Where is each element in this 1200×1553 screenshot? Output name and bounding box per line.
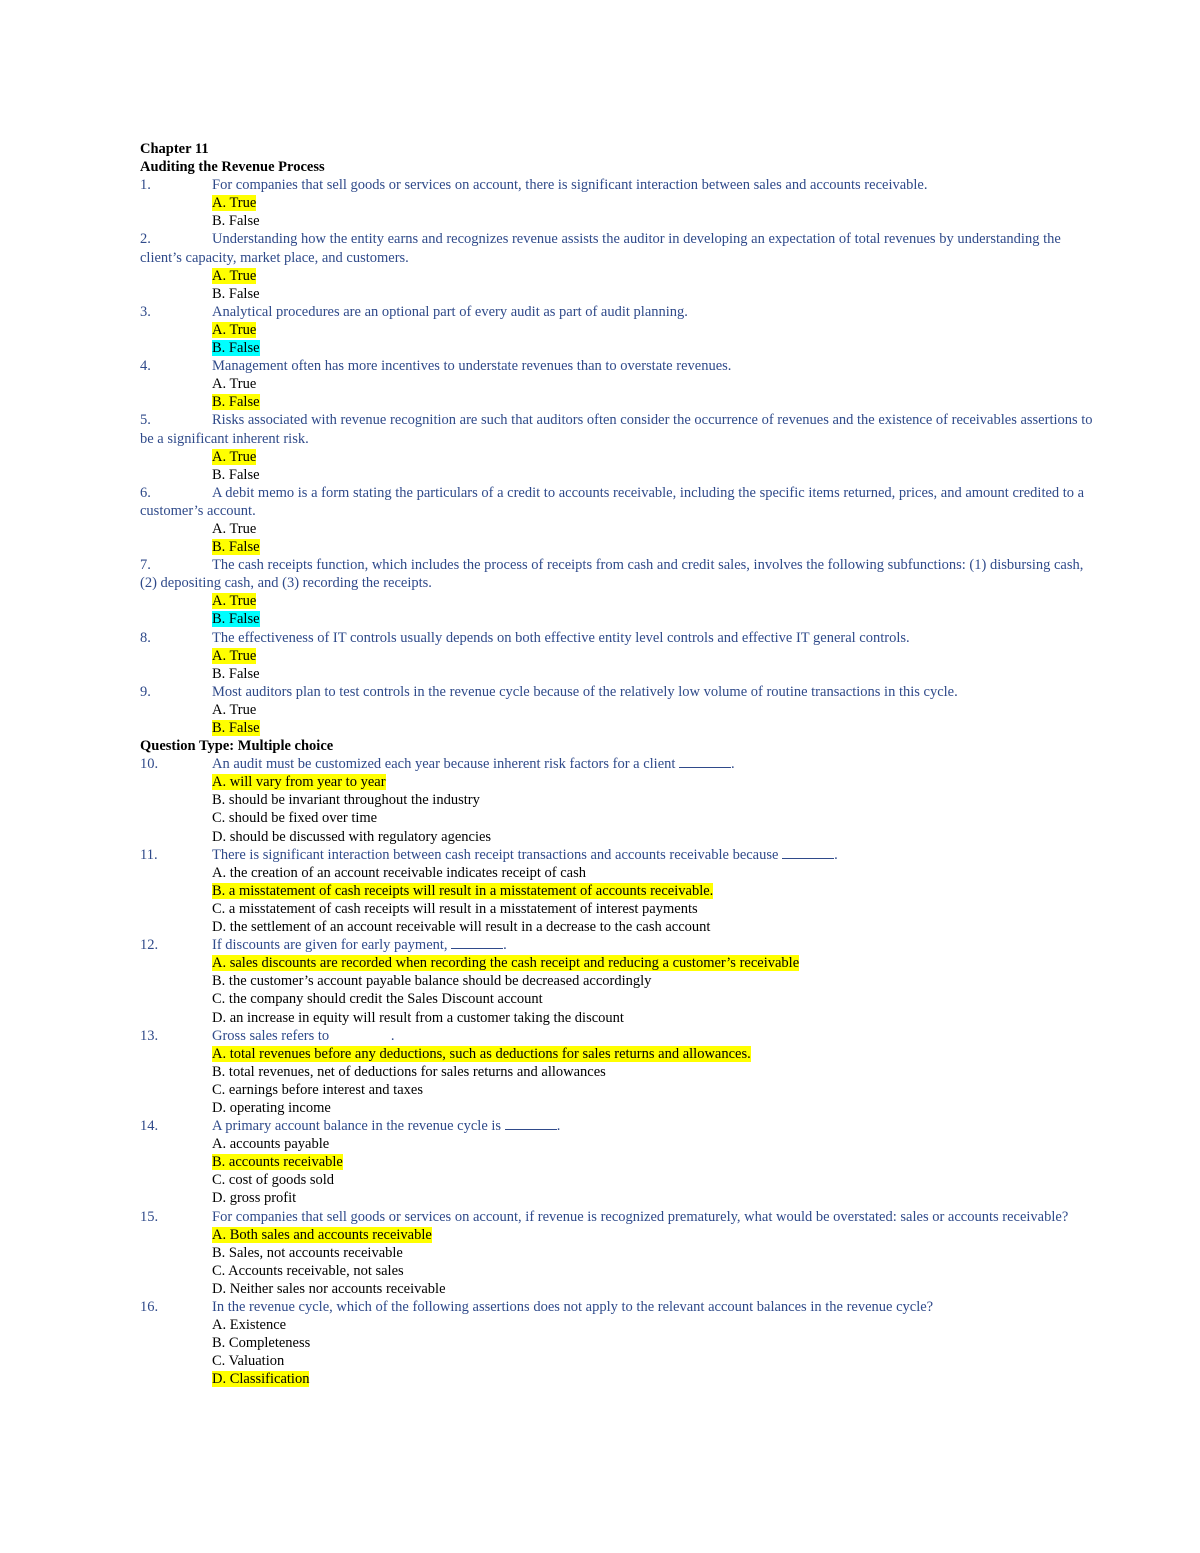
- question-number: 12.: [140, 937, 159, 954]
- question: [140, 176, 1100, 194]
- answer-option: [140, 1063, 1100, 1081]
- option-text: C. cost of goods sold: [212, 1172, 335, 1189]
- question-suffix: .: [731, 756, 735, 773]
- highlighted-option-text: B. a misstatement of cash receipts will result in a misstatement of accounts receivable.: [212, 882, 714, 899]
- answer-option: [140, 1009, 1100, 1027]
- question-text: For companies that sell goods or services on account, there is significant interaction between sales and accounts receivable.: [212, 177, 928, 194]
- answer-option: [140, 665, 1100, 683]
- highlighted-option-text: B. accounts receivable: [212, 1154, 343, 1171]
- answer-option: [140, 1280, 1100, 1298]
- answer-option: [140, 1099, 1100, 1117]
- question-text: If discounts are given for early payment,: [212, 937, 448, 954]
- answer-option: [140, 267, 1100, 285]
- answer-option: [140, 448, 1100, 466]
- highlighted-option-text: A. will vary from year to year: [212, 774, 386, 791]
- answer-option: [140, 900, 1100, 918]
- question-text: Most auditors plan to test controls in the revenue cycle because of the relatively low volume of routine transactions in this cycle.: [212, 683, 958, 700]
- question-text: Risks associated with revenue recognition are such that auditors often consider the occurrence of revenues and the existence of receivables assertions to be a significant inherent risk.: [140, 412, 1093, 447]
- option-text: B. total revenues, net of deductions for sales returns and allowances: [212, 1063, 606, 1080]
- question-number: 4.: [140, 358, 151, 375]
- question: [140, 230, 1100, 266]
- answer-option: [140, 647, 1100, 665]
- option-text: A. Existence: [212, 1317, 287, 1334]
- chapter-heading: Chapter 11: [140, 141, 209, 157]
- option-text: B. False: [212, 285, 260, 302]
- answer-blank: [782, 846, 834, 859]
- option-text: B. False: [212, 665, 260, 682]
- answer-option: [140, 864, 1100, 882]
- answer-option: [140, 791, 1100, 809]
- option-text: D. an increase in equity will result from a customer taking the discount: [212, 1009, 624, 1026]
- option-text: A. True: [212, 701, 257, 718]
- chapter-title: Auditing the Revenue Process: [140, 159, 325, 176]
- multiple-choice-questions: [140, 755, 1100, 1388]
- option-text: D. gross profit: [212, 1190, 297, 1207]
- question: [140, 1117, 1100, 1135]
- option-text: D. operating income: [212, 1099, 331, 1116]
- highlighted-option-text: A. total revenues before any deductions, such as deductions for sales returns and allowances.: [212, 1045, 751, 1062]
- document-content: [140, 140, 1100, 1388]
- option-text: B. the customer’s account payable balance should be decreased accordingly: [212, 973, 652, 990]
- option-text: C. the company should credit the Sales Discount account: [212, 991, 543, 1008]
- highlighted-option-text: A. True: [212, 448, 257, 465]
- question-number: 13.: [140, 1027, 159, 1044]
- option-text: B. False: [212, 466, 260, 483]
- question-suffix: .: [556, 1118, 561, 1135]
- answer-option: [140, 1171, 1100, 1189]
- highlighted-option-text: A. True: [212, 647, 257, 664]
- answer-option: [140, 610, 1100, 628]
- question-text: In the revenue cycle, which of the following assertions does not apply to the relevant account balances in the revenue cycle?: [212, 1299, 934, 1315]
- answer-option: [140, 809, 1100, 827]
- question: [140, 629, 1100, 647]
- highlighted-option-text: B. False: [212, 720, 260, 736]
- question-number: 10.: [140, 756, 159, 773]
- answer-option: [140, 1262, 1100, 1280]
- answer-option: [140, 321, 1100, 339]
- answer-option: [140, 592, 1100, 610]
- answer-option: [140, 520, 1100, 538]
- question-text: Management often has more incentives to understate revenues than to overstate revenues.: [212, 358, 732, 375]
- question: [140, 1208, 1100, 1226]
- option-text: D. the settlement of an account receivable will result in a decrease to the cash account: [212, 919, 711, 936]
- question: [140, 936, 1100, 954]
- option-text: C. Accounts receivable, not sales: [212, 1262, 404, 1279]
- answer-option: [140, 954, 1100, 972]
- question-suffix: .: [503, 937, 507, 954]
- question-text: An audit must be customized each year because inherent risk factors for a client: [212, 756, 676, 773]
- question-text: For companies that sell goods or services on account, if revenue is recognized prematurely, what would be overstated: sales or accounts receivable?: [212, 1208, 1069, 1225]
- answer-option: [140, 212, 1100, 230]
- option-text: B. Sales, not accounts receivable: [212, 1244, 403, 1261]
- question-text: Understanding how the entity earns and recognizes revenue assists the auditor in developing an expectation of total revenues by understanding the client’s capacity, market place, and customers.: [140, 231, 1061, 266]
- answer-option: [140, 701, 1100, 719]
- question-number: 5.: [140, 412, 151, 429]
- question-number: 9.: [140, 683, 151, 700]
- answer-option: [140, 1045, 1100, 1063]
- option-text: A. the creation of an account receivable indicates receipt of cash: [212, 864, 586, 881]
- question: [140, 755, 1100, 773]
- answer-option: [140, 773, 1100, 791]
- answer-option: [140, 990, 1100, 1008]
- question-text: Gross sales refers to: [212, 1027, 330, 1044]
- question-number: 16.: [140, 1299, 159, 1315]
- option-text: B. False: [212, 213, 260, 230]
- answer-option: [140, 1370, 1100, 1388]
- answer-option: [140, 1081, 1100, 1099]
- highlighted-option-text: A. True: [212, 593, 257, 610]
- answer-option: [140, 339, 1100, 357]
- answer-option: [140, 1226, 1100, 1244]
- answer-option: [140, 1153, 1100, 1171]
- option-text: B. Completeness: [212, 1335, 311, 1352]
- highlighted-option-text: B. False: [212, 539, 260, 556]
- answer-option: [140, 918, 1100, 936]
- question-suffix: .: [834, 846, 838, 863]
- question-number: 7.: [140, 557, 151, 574]
- question-number: 3.: [140, 303, 151, 320]
- answer-option: [140, 393, 1100, 411]
- option-text: A. True: [212, 520, 257, 537]
- question-number: 14.: [140, 1118, 159, 1135]
- question: [140, 1027, 1100, 1045]
- question: [140, 683, 1100, 701]
- question: [140, 1298, 1100, 1316]
- question: [140, 556, 1100, 592]
- question-text: The cash receipts function, which includes the process of receipts from cash and credit sales, involves the following subfunctions: (1) disbursing cash, (2) depositing cash, and (3) recording the receipts.: [140, 557, 1084, 592]
- answer-option: [140, 1189, 1100, 1207]
- question-number: 1.: [140, 177, 151, 194]
- highlighted-option-text: A. True: [212, 195, 257, 212]
- answer-option: [140, 828, 1100, 846]
- answer-option: [140, 1352, 1100, 1370]
- highlighted-option-text: A. Both sales and accounts receivable: [212, 1226, 432, 1243]
- answer-blank: [505, 1117, 557, 1130]
- answer-option: [140, 466, 1100, 484]
- highlighted-option-text: A. sales discounts are recorded when recording the cash receipt and reducing a customer’s receivable: [212, 955, 800, 972]
- answer-option: [140, 1334, 1100, 1352]
- option-text: C. should be fixed over time: [212, 810, 378, 827]
- question: [140, 357, 1100, 375]
- answer-blank: [679, 755, 731, 768]
- answer-option: [140, 1244, 1100, 1262]
- question-text: Analytical procedures are an optional part of every audit as part of audit planning.: [212, 303, 688, 320]
- question-number: 2.: [140, 231, 151, 248]
- highlighted-option-text: B. False: [212, 340, 260, 357]
- highlighted-option-text: B. False: [212, 394, 260, 411]
- option-text: A. accounts payable: [212, 1136, 330, 1153]
- question: [140, 303, 1100, 321]
- question: [140, 846, 1100, 864]
- option-text: C. Valuation: [212, 1353, 285, 1370]
- question-text: A primary account balance in the revenue cycle is: [212, 1118, 502, 1135]
- highlighted-option-text: D. Classification: [212, 1371, 310, 1388]
- answer-option: [140, 719, 1100, 737]
- question-number: 15.: [140, 1208, 159, 1225]
- answer-option: [140, 882, 1100, 900]
- question-number: 6.: [140, 484, 151, 501]
- answer-option: [140, 538, 1100, 556]
- answer-option: [140, 972, 1100, 990]
- question-number: 8.: [140, 629, 151, 646]
- true-false-questions: [140, 176, 1100, 737]
- answer-option: [140, 1316, 1100, 1334]
- option-text: D. should be discussed with regulatory agencies: [212, 828, 492, 845]
- question-number: 11.: [140, 846, 158, 863]
- option-text: B. should be invariant throughout the industry: [212, 792, 480, 809]
- question-text: There is significant interaction between cash receipt transactions and accounts receivable because: [212, 846, 779, 863]
- question-text: The effectiveness of IT controls usually depends on both effective entity level controls and effective IT general controls.: [212, 629, 910, 646]
- option-text: C. a misstatement of cash receipts will result in a misstatement of interest payments: [212, 900, 698, 917]
- option-text: C. earnings before interest and taxes: [212, 1081, 423, 1098]
- option-text: A. True: [212, 376, 257, 393]
- question: [140, 411, 1100, 447]
- option-text: D. Neither sales nor accounts receivable: [212, 1280, 446, 1297]
- highlighted-option-text: B. False: [212, 611, 260, 628]
- answer-option: [140, 375, 1100, 393]
- highlighted-option-text: A. True: [212, 321, 257, 338]
- question-text: A debit memo is a form stating the particulars of a credit to accounts receivable, including the specific items returned, prices, and amount credited to a customer’s account.: [140, 484, 1085, 519]
- answer-blank: [451, 936, 503, 949]
- question-suffix: .: [390, 1027, 395, 1044]
- answer-option: [140, 285, 1100, 303]
- answer-option: [140, 194, 1100, 212]
- answer-option: [140, 1135, 1100, 1153]
- question: [140, 484, 1100, 520]
- section-heading-multiple-choice: Question Type: Multiple choice: [140, 738, 334, 755]
- highlighted-option-text: A. True: [212, 267, 257, 284]
